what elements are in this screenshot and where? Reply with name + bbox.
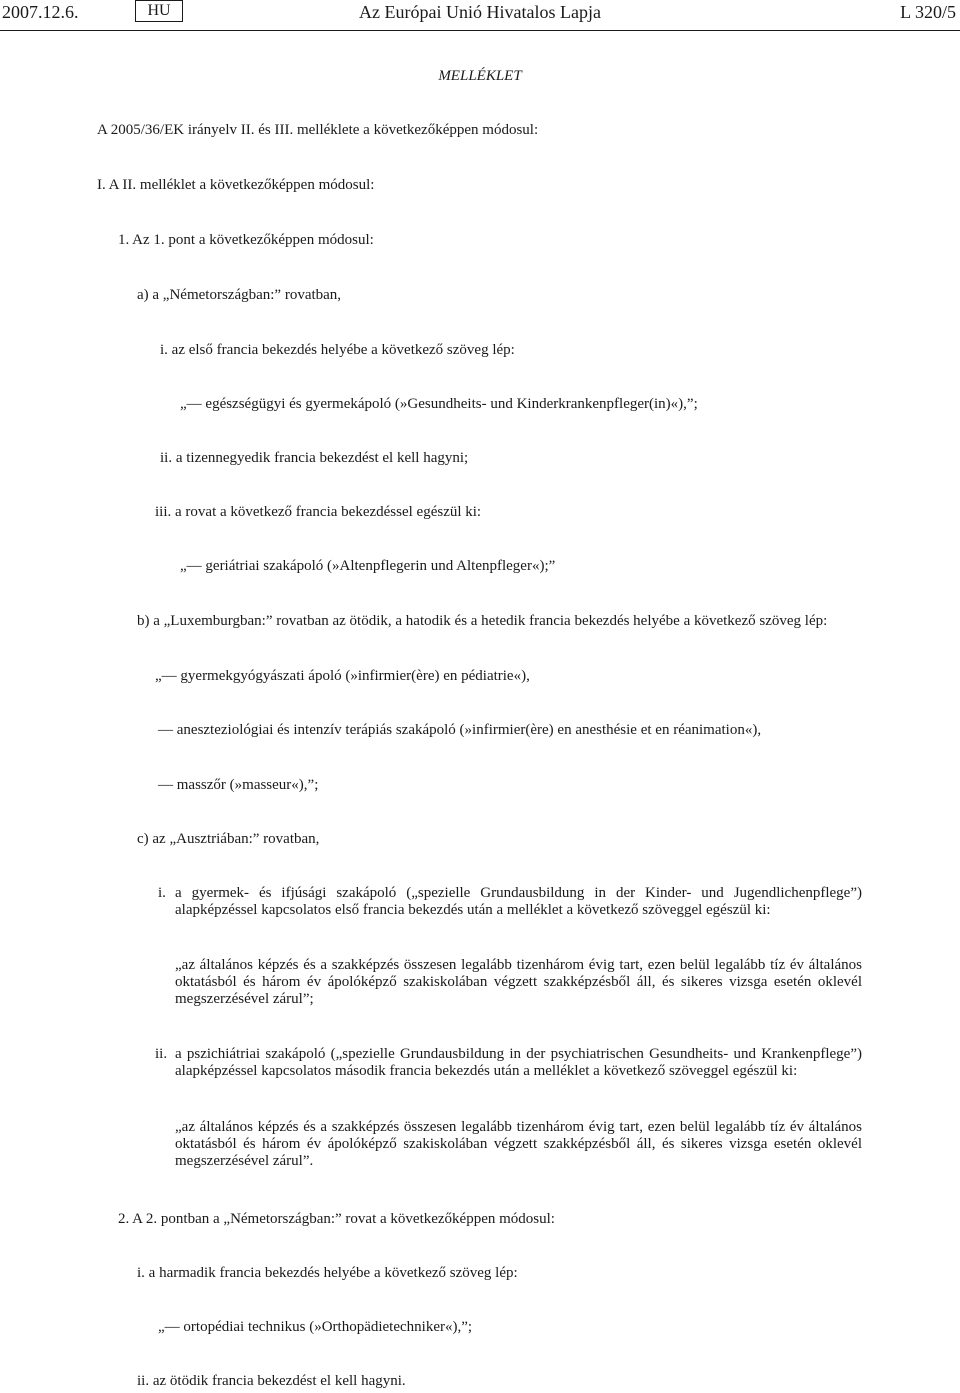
- item-c: c) az „Ausztriában:” rovatban,: [137, 831, 320, 847]
- quote-b-2: — aneszteziológiai és intenzív terápiás szakápoló (»infirmier(ère) en anesthésie et en réanimation«),: [158, 722, 762, 738]
- language-badge: HU: [135, 0, 183, 22]
- intro-line: A 2005/36/EK irányelv II. és III. melléklete a következőképpen módosul:: [97, 122, 539, 138]
- page-reference: L 320/5: [900, 2, 956, 22]
- annex-title: MELLÉKLET: [438, 68, 522, 84]
- page-header: [0, 0, 960, 30]
- quote-a-i: „— egészségügyi és gyermekápoló (»Gesundheits- und Kinderkrankenpfleger(in)«),”;: [180, 396, 698, 412]
- quote-c-i: „az általános képzés és a szakképzés összesen legalább tizenhárom évig tart, ezen belül legalább tíz év általános oktatásból és három év ápolóképző szakiskolában végzett szakképzésből áll, és sikeres vizsga esetén oklevél megszerzésével zárul”;: [175, 957, 862, 1007]
- item-a-i: i. az első francia bekezdés helyébe a következő szöveg lép:: [160, 342, 515, 358]
- item-c-ii: a pszichiátriai szakápoló („spezielle Grundausbildung in der psychiatrischen Gesundheits- und Krankenpflege”) alapképzéssel kapcsolatos második francia bekezdés után a melléklet a következő szöveggel egészül ki:: [175, 1046, 862, 1079]
- item-a-iii: iii. a rovat a következő francia bekezdéssel egészül ki:: [155, 504, 482, 520]
- item-I: I. A II. melléklet a következőképpen módosul:: [97, 177, 375, 193]
- item-a-ii: ii. a tizennegyedik francia bekezdést el kell hagyni;: [160, 450, 469, 466]
- item-c-i-number: i.: [158, 885, 166, 901]
- quote-2-i: „— ortopédiai technikus (»Orthopädietechniker«),”;: [158, 1319, 473, 1335]
- item-c-i: a gyermek- és ifjúsági szakápoló („spezielle Grundausbildung in der Kinder- und Jugendlichenpflege”) alapképzéssel kapcsolatos első francia bekezdés után a melléklet a következő szöveggel egészül ki:: [175, 885, 862, 918]
- header-rule: [0, 30, 960, 31]
- item-c-ii-number: ii.: [155, 1046, 168, 1062]
- item-2: 2. A 2. pontban a „Németországban:” rovat a következőképpen módosul:: [118, 1211, 555, 1227]
- quote-a-iii: „— geriátriai szakápoló (»Altenpflegerin und Altenpfleger«);”: [180, 558, 556, 574]
- item-1: 1. Az 1. pont a következőképpen módosul:: [118, 232, 374, 248]
- journal-title: Az Európai Unió Hivatalos Lapja: [359, 2, 601, 22]
- item-2-i: i. a harmadik francia bekezdés helyébe a következő szöveg lép:: [137, 1265, 518, 1281]
- header-date: 2007.12.6.: [2, 2, 79, 22]
- quote-c-ii: „az általános képzés és a szakképzés összesen legalább tizenhárom évig tart, ezen belül legalább tíz év általános oktatásból és három év ápolóképző szakiskolában végzett szakképzésből áll, és sikeres vizsga esetén oklevél megszerzésével zárul”.: [175, 1119, 862, 1169]
- quote-b-1: „— gyermekgyógyászati ápoló (»infirmier(ère) en pédiatrie«),: [155, 668, 530, 684]
- quote-b-3: — masszőr (»masseur«),”;: [158, 777, 319, 793]
- item-b: b) a „Luxemburgban:” rovatban az ötödik, a hatodik és a hetedik francia bekezdés helyébe a következő szöveg lép:: [137, 613, 828, 629]
- item-a: a) a „Németországban:” rovatban,: [137, 287, 342, 303]
- item-2-ii: ii. az ötödik francia bekezdést el kell hagyni.: [137, 1373, 406, 1389]
